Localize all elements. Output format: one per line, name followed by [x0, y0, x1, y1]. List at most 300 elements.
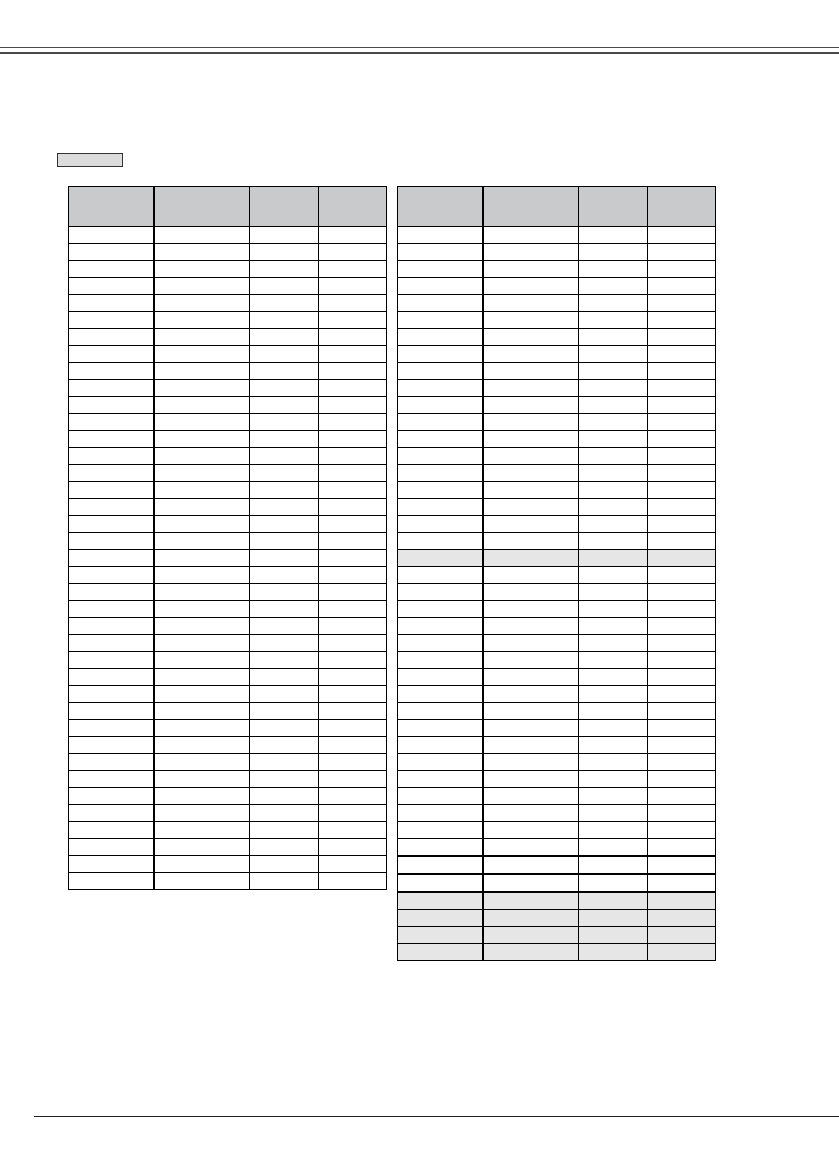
- table-row: [69, 261, 387, 278]
- table-cell: [579, 567, 648, 584]
- table-cell: [483, 227, 579, 244]
- table-cell: [154, 720, 250, 737]
- column-header: [579, 187, 648, 227]
- table-cell: [398, 499, 483, 516]
- table-row: [69, 771, 387, 788]
- table-cell: [154, 771, 250, 788]
- table-cell: [648, 567, 716, 584]
- table-row: [398, 567, 716, 584]
- table-row: [69, 805, 387, 822]
- table-cell: [398, 244, 483, 261]
- table-cell: [250, 771, 319, 788]
- table-cell: [398, 414, 483, 431]
- table-cell: [398, 856, 483, 874]
- table-cell: [154, 227, 250, 244]
- table-cell: [319, 329, 387, 346]
- table-cell: [483, 465, 579, 482]
- table-row: [69, 227, 387, 244]
- table-cell: [398, 910, 483, 927]
- table-cell: [579, 516, 648, 533]
- table-cell: [319, 397, 387, 414]
- table-cell: [648, 346, 716, 363]
- table-cell: [69, 346, 154, 363]
- table-cell: [579, 499, 648, 516]
- table-cell: [250, 363, 319, 380]
- table-cell: [154, 652, 250, 669]
- table-cell: [250, 720, 319, 737]
- table-cell: [250, 805, 319, 822]
- table-row: [69, 244, 387, 261]
- table-cell: [483, 261, 579, 278]
- table-cell: [154, 822, 250, 839]
- table-cell: [250, 669, 319, 686]
- table-cell: [398, 927, 483, 944]
- table-row: [398, 584, 716, 601]
- table-cell: [398, 448, 483, 465]
- table-row: [398, 550, 716, 567]
- table-cell: [250, 278, 319, 295]
- table-cell: [69, 754, 154, 771]
- table-cell: [648, 910, 716, 927]
- table-cell: [69, 856, 154, 873]
- table-cell: [154, 516, 250, 533]
- table-cell: [319, 312, 387, 329]
- table-row: [398, 516, 716, 533]
- table-cell: [398, 788, 483, 805]
- table-cell: [483, 312, 579, 329]
- table-cell: [648, 737, 716, 754]
- table-cell: [398, 737, 483, 754]
- table-row: [69, 788, 387, 805]
- table-row: [69, 380, 387, 397]
- table-cell: [69, 363, 154, 380]
- table-row: [398, 482, 716, 499]
- table-cell: [579, 754, 648, 771]
- table-cell: [579, 669, 648, 686]
- table-cell: [154, 805, 250, 822]
- table-row: [398, 329, 716, 346]
- table-cell: [483, 839, 579, 857]
- table-cell: [319, 244, 387, 261]
- table-cell: [250, 839, 319, 856]
- table-row: [398, 652, 716, 669]
- table-cell: [398, 482, 483, 499]
- table-cell: [648, 516, 716, 533]
- table-cell: [69, 873, 154, 890]
- table-row: [69, 703, 387, 720]
- table-cell: [319, 227, 387, 244]
- table-cell: [648, 261, 716, 278]
- table-cell: [69, 380, 154, 397]
- table-cell: [250, 652, 319, 669]
- table-cell: [154, 601, 250, 618]
- table-row: [398, 601, 716, 618]
- table-cell: [648, 278, 716, 295]
- column-header: [69, 187, 154, 227]
- table-cell: [648, 244, 716, 261]
- table-cell: [319, 703, 387, 720]
- table-cell: [579, 805, 648, 822]
- table-cell: [648, 892, 716, 910]
- table-cell: [250, 295, 319, 312]
- table-cell: [250, 754, 319, 771]
- table-cell: [250, 448, 319, 465]
- table-cell: [579, 482, 648, 499]
- table-cell: [319, 822, 387, 839]
- table-cell: [579, 397, 648, 414]
- table-cell: [319, 788, 387, 805]
- table-row: [69, 584, 387, 601]
- table-cell: [398, 601, 483, 618]
- table-row: [398, 295, 716, 312]
- left-table-body: [69, 227, 387, 890]
- table-cell: [69, 227, 154, 244]
- table-cell: [154, 686, 250, 703]
- table-cell: [579, 227, 648, 244]
- table-cell: [483, 910, 579, 927]
- table-cell: [250, 856, 319, 873]
- table-cell: [398, 944, 483, 961]
- table-row: [398, 448, 716, 465]
- table-cell: [483, 635, 579, 652]
- table-cell: [579, 822, 648, 839]
- table-row: [69, 312, 387, 329]
- table-cell: [579, 839, 648, 857]
- table-cell: [250, 397, 319, 414]
- table-cell: [154, 618, 250, 635]
- table-cell: [483, 652, 579, 669]
- table-cell: [250, 380, 319, 397]
- table-row: [69, 516, 387, 533]
- table-header-row: [69, 187, 387, 227]
- table-cell: [483, 754, 579, 771]
- table-cell: [319, 601, 387, 618]
- table-cell: [648, 397, 716, 414]
- table-cell: [398, 380, 483, 397]
- table-cell: [154, 533, 250, 550]
- table-cell: [579, 295, 648, 312]
- table-cell: [154, 839, 250, 856]
- table-cell: [398, 703, 483, 720]
- table-row: [398, 312, 716, 329]
- table-cell: [648, 856, 716, 874]
- table-cell: [319, 584, 387, 601]
- table-cell: [398, 329, 483, 346]
- table-cell: [579, 927, 648, 944]
- table-cell: [154, 363, 250, 380]
- table-cell: [579, 431, 648, 448]
- table-cell: [648, 227, 716, 244]
- table-cell: [250, 431, 319, 448]
- table-cell: [648, 669, 716, 686]
- table-cell: [154, 448, 250, 465]
- table-cell: [483, 771, 579, 788]
- table-cell: [154, 584, 250, 601]
- table-cell: [69, 584, 154, 601]
- table-cell: [69, 482, 154, 499]
- table-cell: [154, 414, 250, 431]
- table-cell: [250, 261, 319, 278]
- table-row: [398, 261, 716, 278]
- table-cell: [398, 397, 483, 414]
- table-row: [398, 822, 716, 839]
- table-cell: [483, 363, 579, 380]
- table-row: [398, 892, 716, 910]
- table-cell: [319, 346, 387, 363]
- table-cell: [69, 329, 154, 346]
- table-row: [398, 635, 716, 652]
- table-row: [398, 346, 716, 363]
- table-cell: [648, 703, 716, 720]
- table-cell: [154, 278, 250, 295]
- table-cell: [483, 550, 579, 567]
- table-cell: [250, 516, 319, 533]
- table-cell: [483, 822, 579, 839]
- table-row: [69, 686, 387, 703]
- table-cell: [579, 686, 648, 703]
- table-cell: [154, 329, 250, 346]
- table-cell: [648, 499, 716, 516]
- table-cell: [319, 499, 387, 516]
- table-cell: [69, 261, 154, 278]
- table-cell: [69, 244, 154, 261]
- table-cell: [319, 652, 387, 669]
- column-header: [319, 187, 387, 227]
- table-row: [69, 550, 387, 567]
- table-cell: [250, 550, 319, 567]
- table-cell: [69, 567, 154, 584]
- table-cell: [319, 856, 387, 873]
- table-cell: [154, 635, 250, 652]
- table-cell: [398, 550, 483, 567]
- table-row: [69, 363, 387, 380]
- table-cell: [69, 312, 154, 329]
- table-row: [69, 754, 387, 771]
- table-cell: [483, 669, 579, 686]
- table-cell: [398, 686, 483, 703]
- table-cell: [69, 448, 154, 465]
- table-cell: [69, 601, 154, 618]
- table-cell: [648, 720, 716, 737]
- table-cell: [154, 295, 250, 312]
- table-cell: [250, 788, 319, 805]
- table-cell: [69, 295, 154, 312]
- table-cell: [69, 618, 154, 635]
- table-cell: [250, 686, 319, 703]
- table-cell: [648, 839, 716, 857]
- table-cell: [69, 703, 154, 720]
- table-cell: [579, 380, 648, 397]
- right-table: [397, 186, 716, 961]
- table-cell: [398, 567, 483, 584]
- table-cell: [579, 414, 648, 431]
- table-cell: [398, 771, 483, 788]
- table-row: [69, 431, 387, 448]
- table-cell: [579, 720, 648, 737]
- table-cell: [250, 873, 319, 890]
- table-cell: [483, 927, 579, 944]
- table-cell: [319, 805, 387, 822]
- table-cell: [483, 892, 579, 910]
- table-row: [398, 771, 716, 788]
- table-cell: [398, 227, 483, 244]
- table-row: [69, 652, 387, 669]
- table-cell: [319, 873, 387, 890]
- table-cell: [648, 414, 716, 431]
- table-cell: [483, 533, 579, 550]
- table-cell: [154, 703, 250, 720]
- table-cell: [648, 465, 716, 482]
- table-row: [398, 874, 716, 892]
- column-header: [250, 187, 319, 227]
- table-cell: [154, 499, 250, 516]
- table-cell: [69, 737, 154, 754]
- table-row: [398, 618, 716, 635]
- table-cell: [319, 414, 387, 431]
- table-row: [69, 482, 387, 499]
- table-cell: [398, 720, 483, 737]
- table-cell: [398, 805, 483, 822]
- table-cell: [483, 448, 579, 465]
- table-row: [398, 465, 716, 482]
- table-row: [69, 873, 387, 890]
- table-cell: [648, 482, 716, 499]
- table-cell: [579, 635, 648, 652]
- table-cell: [319, 635, 387, 652]
- table-row: [398, 805, 716, 822]
- table-cell: [648, 805, 716, 822]
- table-cell: [69, 839, 154, 856]
- table-cell: [154, 482, 250, 499]
- table-cell: [579, 363, 648, 380]
- table-cell: [483, 856, 579, 874]
- table-cell: [69, 550, 154, 567]
- table-row: [398, 788, 716, 805]
- table-row: [69, 601, 387, 618]
- table-cell: [398, 652, 483, 669]
- table-row: [69, 448, 387, 465]
- table-cell: [398, 346, 483, 363]
- table-cell: [154, 669, 250, 686]
- table-row: [69, 346, 387, 363]
- table-row: [69, 669, 387, 686]
- table-cell: [648, 771, 716, 788]
- table-cell: [483, 584, 579, 601]
- table-cell: [579, 278, 648, 295]
- table-cell: [154, 567, 250, 584]
- table-cell: [483, 278, 579, 295]
- table-cell: [398, 465, 483, 482]
- table-cell: [250, 482, 319, 499]
- table-cell: [648, 431, 716, 448]
- table-cell: [483, 414, 579, 431]
- table-row: [69, 295, 387, 312]
- table-row: [69, 720, 387, 737]
- table-row: [69, 856, 387, 873]
- table-cell: [154, 788, 250, 805]
- table-cell: [579, 856, 648, 874]
- table-cell: [483, 516, 579, 533]
- table-cell: [483, 244, 579, 261]
- table-cell: [579, 465, 648, 482]
- table-cell: [319, 839, 387, 856]
- table-cell: [648, 312, 716, 329]
- table-cell: [483, 295, 579, 312]
- table-cell: [69, 465, 154, 482]
- table-cell: [250, 312, 319, 329]
- table-cell: [319, 754, 387, 771]
- table-cell: [483, 618, 579, 635]
- table-cell: [648, 448, 716, 465]
- table-cell: [398, 533, 483, 550]
- table-cell: [648, 601, 716, 618]
- table-cell: [398, 278, 483, 295]
- table-cell: [398, 584, 483, 601]
- table-cell: [69, 635, 154, 652]
- table-cell: [579, 910, 648, 927]
- table-cell: [154, 754, 250, 771]
- table-row: [398, 927, 716, 944]
- table-cell: [579, 346, 648, 363]
- table-row: [69, 414, 387, 431]
- table-row: [69, 839, 387, 856]
- table-cell: [483, 482, 579, 499]
- table-cell: [483, 601, 579, 618]
- table-row: [69, 567, 387, 584]
- table-cell: [483, 805, 579, 822]
- table-row: [69, 533, 387, 550]
- table-cell: [319, 516, 387, 533]
- table-row: [398, 737, 716, 754]
- table-cell: [648, 635, 716, 652]
- table-cell: [69, 822, 154, 839]
- table-cell: [579, 244, 648, 261]
- table-row: [69, 618, 387, 635]
- table-cell: [483, 380, 579, 397]
- column-header: [483, 187, 579, 227]
- table-cell: [319, 448, 387, 465]
- table-cell: [319, 380, 387, 397]
- table-cell: [250, 584, 319, 601]
- table-row: [398, 363, 716, 380]
- table-cell: [398, 431, 483, 448]
- table-row: [398, 499, 716, 516]
- table-row: [69, 329, 387, 346]
- table-cell: [579, 329, 648, 346]
- table-cell: [648, 788, 716, 805]
- table-cell: [398, 754, 483, 771]
- table-cell: [319, 363, 387, 380]
- table-cell: [250, 533, 319, 550]
- table-cell: [250, 822, 319, 839]
- table-cell: [483, 329, 579, 346]
- table-cell: [319, 618, 387, 635]
- table-cell: [69, 516, 154, 533]
- table-row: [398, 244, 716, 261]
- table-cell: [579, 703, 648, 720]
- table-cell: [319, 720, 387, 737]
- table-cell: [319, 567, 387, 584]
- table-cell: [398, 363, 483, 380]
- table-cell: [483, 737, 579, 754]
- table-cell: [648, 944, 716, 961]
- table-cell: [69, 686, 154, 703]
- right-table-body: [398, 227, 716, 961]
- table-cell: [483, 720, 579, 737]
- table-row: [398, 533, 716, 550]
- table-cell: [398, 295, 483, 312]
- table-row: [398, 686, 716, 703]
